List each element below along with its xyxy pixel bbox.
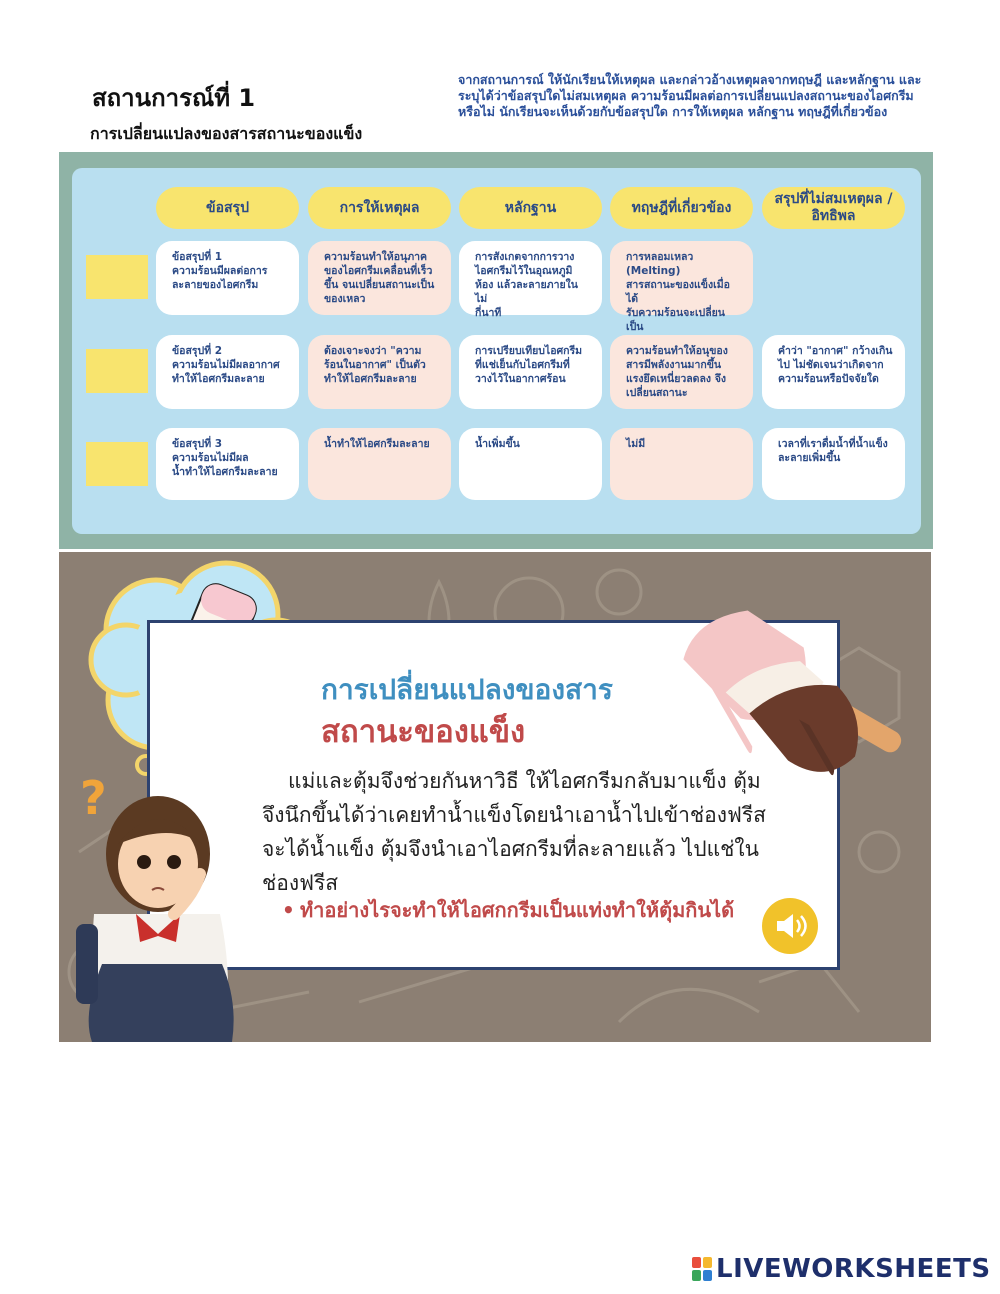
page-subtitle: การเปลี่ยนแปลงของสารสถานะของแข็ง: [90, 124, 363, 143]
instructions: จากสถานการณ์ ให้นักเรียนให้เหตุผล และกล่าวอ้างเหตุผลจากทฤษฎี และหลักฐาน และระบุได้ว่าข้อสรุปใดไม่สมเหตุผล ความร้อนมีผลต่อการเปลี่ยนแปลงสถานะของไอศกรีมหรือไม่ นักเรียนจะเห็นด้วยกับข้อสรุปใด การให้เหตุผล หลักฐาน ทฤษฎีที่เกี่ยวข้อง: [458, 72, 922, 119]
row-marker: [86, 349, 148, 393]
header-unreasonable: สรุปที่ไม่สมเหตุผล / อิทธิพล: [762, 187, 905, 229]
table-cell[interactable]: ไม่มี: [610, 428, 753, 500]
row-marker: [86, 255, 148, 299]
table-cell[interactable]: น้ำเพิ่มขึ้น: [459, 428, 602, 500]
table-cell[interactable]: คำว่า "อากาศ" กว้างเกิน ไป ไม่ชัดเจนว่าเกิดจาก ความร้อนหรือปัจจัยใด: [762, 335, 905, 409]
table-cell[interactable]: น้ำทำให้ไอศกรีมละลาย: [308, 428, 451, 500]
table-cell: ข้อสรุปที่ 1 ความร้อนมีผลต่อการ ละลายของไอศกรีม: [156, 241, 299, 315]
header-evidence: หลักฐาน: [459, 187, 602, 229]
card-title-line2: สถานะของแข็ง: [321, 714, 526, 750]
table-cell[interactable]: การสังเกตจากการวาง ไอศกรีมไว้ในอุณหภูมิ ห้อง แล้วละลายภายในไม่ กี่นาที: [459, 241, 602, 315]
girl-character: [74, 764, 234, 1042]
brand-name: LIVEWORKSHEETS: [716, 1254, 991, 1284]
table-cell[interactable]: ความร้อนทำให้อนุของ สารมีพลังงานมากขึ้น แรงยึดเหนี่ยวลดลง จึง เปลี่ยนสถานะ: [610, 335, 753, 409]
melting-ice-cream-image: [672, 566, 922, 811]
table-cell: ข้อสรุปที่ 3 ความร้อนไม่มีผล น้ำทำให้ไอศกรีมละลาย: [156, 428, 299, 500]
brand-icon: [692, 1257, 712, 1281]
table-cell[interactable]: การหลอมเหลว (Melting) สารสถานะของแข็งเมื่อได้ รับความร้อนจะเปลี่ยนเป็น: [610, 241, 753, 315]
header-conclusion: ข้อสรุป: [156, 187, 299, 229]
story-text: แม่และตุ้มจึงช่วยกันหาวิธี ให้ไอศกรีมกลับมาแข็ง ตุ้มจึงนึกขึ้นได้ว่าเคยทำน้ำแข็งโดยนำเอาน้ำไปเข้าช่องฟรีสจะได้น้ำแข็ง ตุ้มจึงนำเอาไอศกรีมที่ละลายแล้ว ไปแช่ในช่องฟรีส: [262, 769, 766, 895]
table-cell[interactable]: การเปรียบเทียบไอศกรีม ที่แช่เย็นกับไอศกรีมที่ วางไว้ในอากาศร้อน: [459, 335, 602, 409]
speaker-icon: [773, 912, 807, 940]
header-reasoning: การให้เหตุผล: [308, 187, 451, 229]
row-marker: [86, 442, 148, 486]
page-title: สถานการณ์ที่ 1: [92, 84, 256, 112]
audio-button[interactable]: [762, 898, 818, 954]
card-title-line1: การเปลี่ยนแปลงของสาร: [321, 673, 613, 706]
liveworksheets-logo: [692, 1254, 991, 1284]
question-mark-icon: ?: [80, 771, 107, 825]
table-cell[interactable]: ความร้อนทำให้อนุภาค ของไอศกรีมเคลื่อนที่เร็ว ขึ้น จนเปลี่ยนสถานะเป็น ของเหลว: [308, 241, 451, 315]
table-cell[interactable]: เวลาที่เราดื่มน้ำที่น้ำแข็ง ละลายเพิ่มขึ้น: [762, 428, 905, 500]
table-cell: ข้อสรุปที่ 2 ความร้อนไม่มีผลอากาศ ทำให้ไอศกรีมละลาย: [156, 335, 299, 409]
question-bullet: • ทำอย่างไรจะทำให้ไอศกกรีมเป็นแท่งทำให้ตุ้มกินได้: [282, 895, 770, 925]
header-theory: ทฤษฎีที่เกี่ยวข้อง: [610, 187, 753, 229]
table-cell[interactable]: ต้องเจาะจงว่า "ความ ร้อนในอากาศ" เป็นตัว ทำให้ไอศกรีมละลาย: [308, 335, 451, 409]
